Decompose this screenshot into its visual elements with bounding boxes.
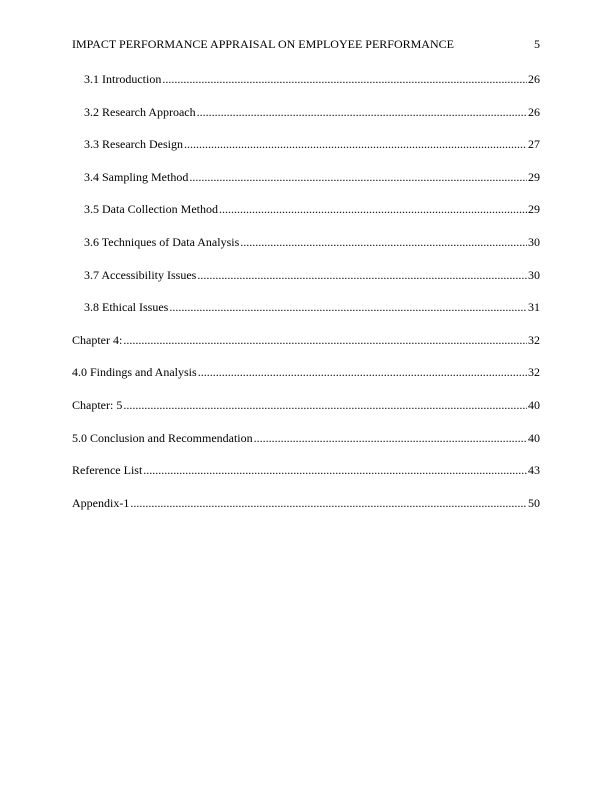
toc-entry[interactable] (72, 169, 540, 202)
toc-entry[interactable] (72, 299, 540, 332)
toc-entry-title: 4.0 Findings and Analysis (72, 365, 197, 380)
toc-dot-leader (169, 299, 527, 315)
toc-dot-leader (130, 495, 527, 511)
toc-entry-page: 43 (528, 463, 540, 478)
toc-entry-page: 32 (528, 332, 540, 347)
toc-entry[interactable] (72, 234, 540, 267)
toc-entry-page: 29 (528, 169, 540, 184)
toc-entry-title: 3.6 Techniques of Data Analysis (84, 234, 240, 249)
toc-entry-title: Reference List (72, 463, 143, 478)
toc-entry-page: 30 (528, 267, 540, 282)
toc-entry-title: Chapter: 5 (72, 397, 123, 412)
toc-entry-title: Appendix-1 (72, 495, 130, 510)
toc-entry-title: 3.7 Accessibility Issues (84, 267, 197, 282)
toc-entry-page: 27 (528, 137, 540, 152)
toc-entry[interactable] (72, 397, 540, 430)
toc-entry[interactable] (72, 462, 540, 495)
toc-entry-page: 29 (528, 202, 540, 217)
toc-entry[interactable] (72, 495, 540, 528)
toc-dot-leader (254, 430, 527, 446)
page-number: 5 (534, 37, 540, 51)
toc-entry-page: 30 (528, 234, 540, 249)
toc-entry-title: 3.8 Ethical Issues (84, 300, 169, 315)
toc-entry-title: 5.0 Conclusion and Recommendation (72, 430, 253, 445)
toc-entry[interactable] (72, 201, 540, 234)
toc-entry-page: 50 (528, 495, 540, 510)
toc-entry-page: 32 (528, 365, 540, 380)
toc-entry[interactable] (72, 267, 540, 300)
toc-entry[interactable] (72, 364, 540, 397)
toc-dot-leader (198, 364, 527, 380)
toc-dot-leader (143, 462, 527, 478)
toc-entry-title: 3.3 Research Design (84, 137, 183, 152)
toc-entry-page: 40 (528, 430, 540, 445)
toc-entry-title: 3.2 Research Approach (84, 104, 196, 119)
toc-entry[interactable] (72, 136, 540, 169)
toc-entry-title: Chapter 4: (72, 332, 123, 347)
toc-dot-leader (123, 332, 527, 348)
toc-entry-title: 3.1 Introduction (84, 72, 162, 86)
toc-entry-page: 26 (528, 104, 540, 119)
toc-dot-leader (162, 71, 527, 87)
toc-entry-title: 3.5 Data Collection Method (84, 202, 218, 217)
toc-entry[interactable] (72, 104, 540, 137)
toc-dot-leader (197, 104, 527, 120)
toc-dot-leader (184, 136, 527, 152)
toc-entry-page: 40 (528, 397, 540, 412)
page-header (72, 36, 540, 52)
toc-dot-leader (189, 169, 527, 185)
toc-entry-title: 3.4 Sampling Method (84, 169, 189, 184)
toc-dot-leader (240, 234, 527, 250)
toc-dot-leader (197, 267, 527, 283)
table-of-contents (72, 71, 540, 527)
toc-entry[interactable] (72, 71, 540, 104)
toc-dot-leader (123, 397, 527, 413)
toc-entry-page: 31 (528, 300, 540, 315)
toc-entry[interactable] (72, 332, 540, 365)
toc-dot-leader (219, 201, 527, 217)
toc-entry[interactable] (72, 430, 540, 463)
running-head: IMPACT PERFORMANCE APPRAISAL ON EMPLOYEE PERFORMANCE (72, 37, 454, 51)
toc-entry-page: 26 (528, 72, 540, 86)
